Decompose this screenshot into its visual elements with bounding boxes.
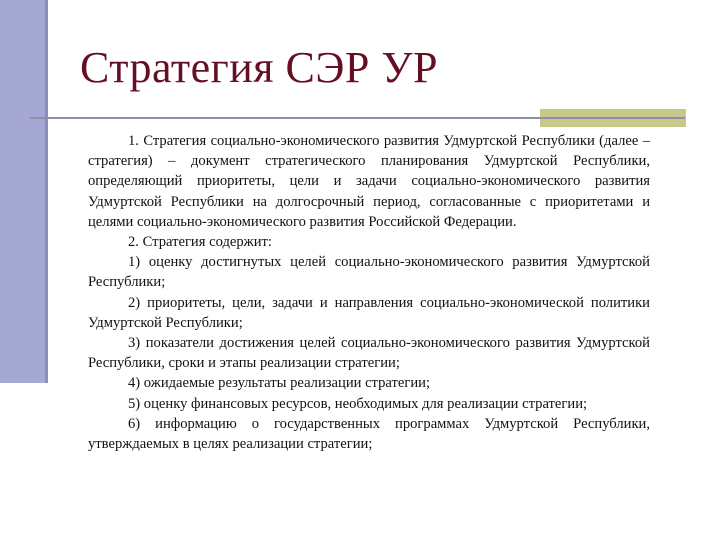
paragraph-contents-heading: 2. Стратегия содержит:	[128, 234, 272, 251]
slide-title: Стратегия СЭР УР	[80, 43, 439, 92]
list-item-financial-resources: 5) оценку финансовых ресурсов, необходимых для реализации стратегии;	[128, 395, 588, 412]
slide-body	[88, 131, 650, 454]
list-item-assessment: 1) оценку достигнутых целей социально-экономического развития Удмуртской Республики;	[88, 254, 650, 291]
list-item-indicators: 3) показатели достижения целей социально-экономического развития Удмуртской Республики, сроки и этапы реализации стратегии;	[88, 335, 650, 372]
list-item-state-programs: 6) информацию о государственных программах Удмуртской Республики, утверждаемых в целях реализации стратегии;	[88, 415, 650, 453]
list-item-expected-results: 4) ожидаемые результаты реализации стратегии;	[128, 375, 431, 392]
decorative-side-bar-edge	[45, 0, 48, 383]
title-divider	[30, 117, 685, 119]
paragraph-definition: 1. Стратегия социально-экономического развития Удмуртской Республики (далее – стратегия) – документ стратегического планирования Удмуртской Республики, определяющий приоритеты, цели и задачи социально-экономического развития Удмуртской Республики на долгосрочный период, согласованные с приоритетами и целями социально-экономического развития Российской Федерации.	[88, 133, 650, 230]
list-item-priorities: 2) приоритеты, цели, задачи и направления социально-экономической политики Удмуртской Республики;	[88, 294, 650, 331]
decorative-side-bar	[0, 0, 45, 383]
